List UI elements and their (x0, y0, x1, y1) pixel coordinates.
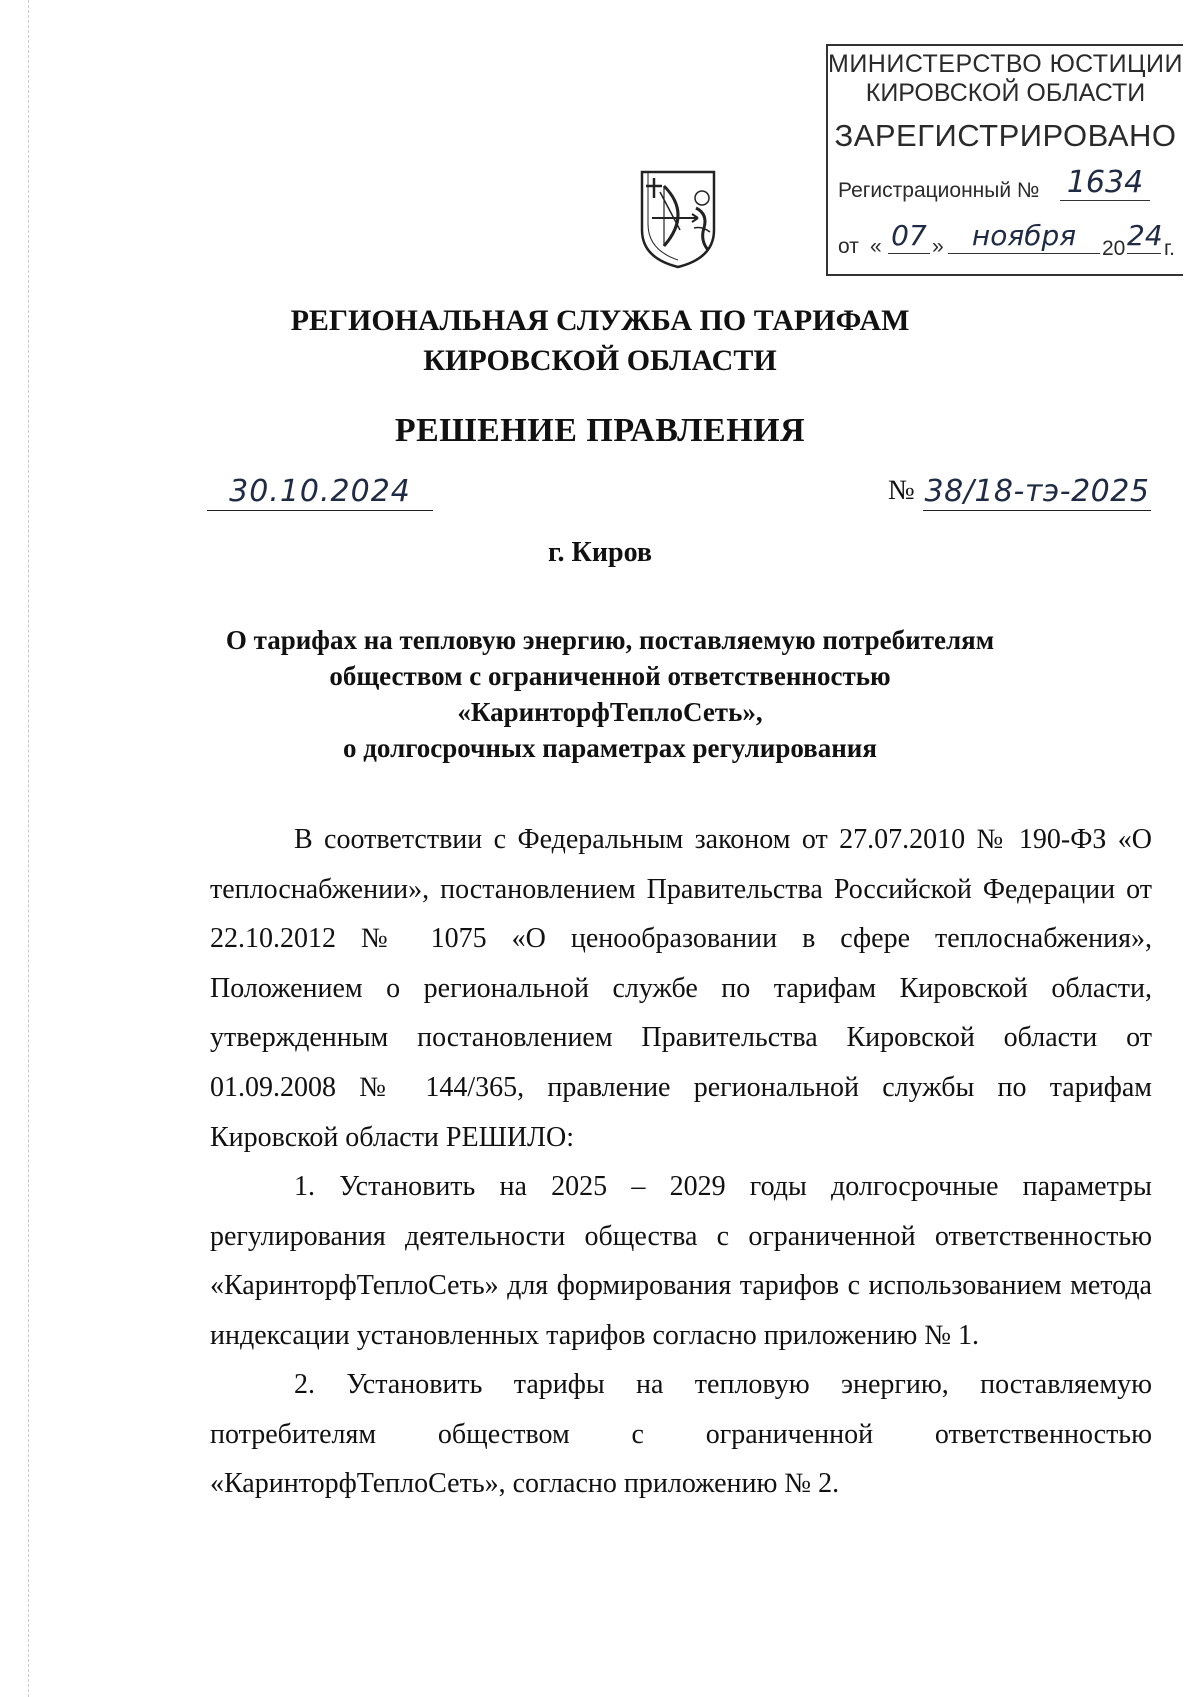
stamp-date-prefix: от (838, 235, 859, 258)
city-name: г. Киров (548, 537, 652, 568)
stamp-region: КИРОВСКОЙ ОБЛАСТИ (865, 79, 1146, 107)
preamble-text: В соответствии с Федеральным законом от 27.07.2010 № 190-ФЗ «О теплоснабжении», постановлением Правительства Российской Федерации от 22.10.2012 № 1075 «О ценообразовании в сфере теплоснабжения», Положением о региональной службе по тарифам Кировской области, утвержденным постановлением Правительства Кировской области от 01.09.2008 № 144/365, правление региональной службы по тарифам Кировской области РЕШИЛО: (210, 824, 1152, 1153)
registration-stamp (826, 44, 1183, 276)
stamp-reg-label: Регистрационный № (838, 179, 1040, 202)
decision-item-1-text: 1. Установить на 2025 – 2029 годы долгосрочные параметры регулирования деятельности общества с ограниченной ответственностью «КаринторфТеплоСеть» для формирования тарифов с использованием метода индексации установленных тарифов согласно приложению № 1. (210, 1171, 1152, 1351)
stamp-year-unit: г. (1164, 237, 1175, 260)
stamp-registered: ЗАРЕГИСТРИРОВАНО (834, 118, 1177, 153)
stamp-year-suffix: 24 (1127, 219, 1163, 252)
decision-item-2-text: 2. Установить тарифы на тепловую энергию, поставляемую потребителям обществом с ограниченной ответственностью «КаринторфТеплоСеть», согласно приложению № 2. (210, 1369, 1152, 1500)
stamp-ministry: МИНИСТЕРСТВО ЮСТИЦИИ (828, 50, 1183, 78)
decision-number: 38/18-тэ-2025 (924, 474, 1150, 509)
stamp-day: 07 (888, 219, 930, 254)
decision-item-1 (210, 1162, 1152, 1360)
organization-name-line2: КИРОВСКОЙ ОБЛАСТИ (423, 344, 777, 377)
organization-name-line1: РЕГИОНАЛЬНАЯ СЛУЖБА ПО ТАРИФАМ (290, 304, 910, 337)
subject-line2: обществом с ограниченной ответственностью (329, 661, 891, 691)
stamp-quote-open: « (870, 235, 882, 258)
scan-edge-line (28, 0, 29, 1697)
stamp-month: ноября (948, 219, 1100, 254)
decision-item-2 (210, 1360, 1152, 1509)
document-type-title: РЕШЕНИЕ ПРАВЛЕНИЯ (394, 412, 806, 449)
subject-line3: «КаринторфТеплоСеть», (457, 697, 763, 727)
subject-line1: О тарифах на тепловую энергию, поставляемую потребителям (225, 625, 995, 655)
stamp-year-prefix: 20 (1102, 237, 1126, 260)
stamp-reg-number: 1634 (1060, 166, 1150, 201)
number-sign: № (888, 475, 915, 506)
preamble-paragraph (210, 815, 1152, 1162)
subject-line4: о долгосрочных параметрах регулирования (343, 733, 877, 763)
decision-subject (200, 622, 1020, 766)
coat-of-arms-icon (638, 168, 718, 270)
stamp-date-line (836, 221, 1181, 261)
stamp-quote-close: » (932, 235, 944, 258)
decision-date: 30.10.2024 (207, 474, 433, 511)
